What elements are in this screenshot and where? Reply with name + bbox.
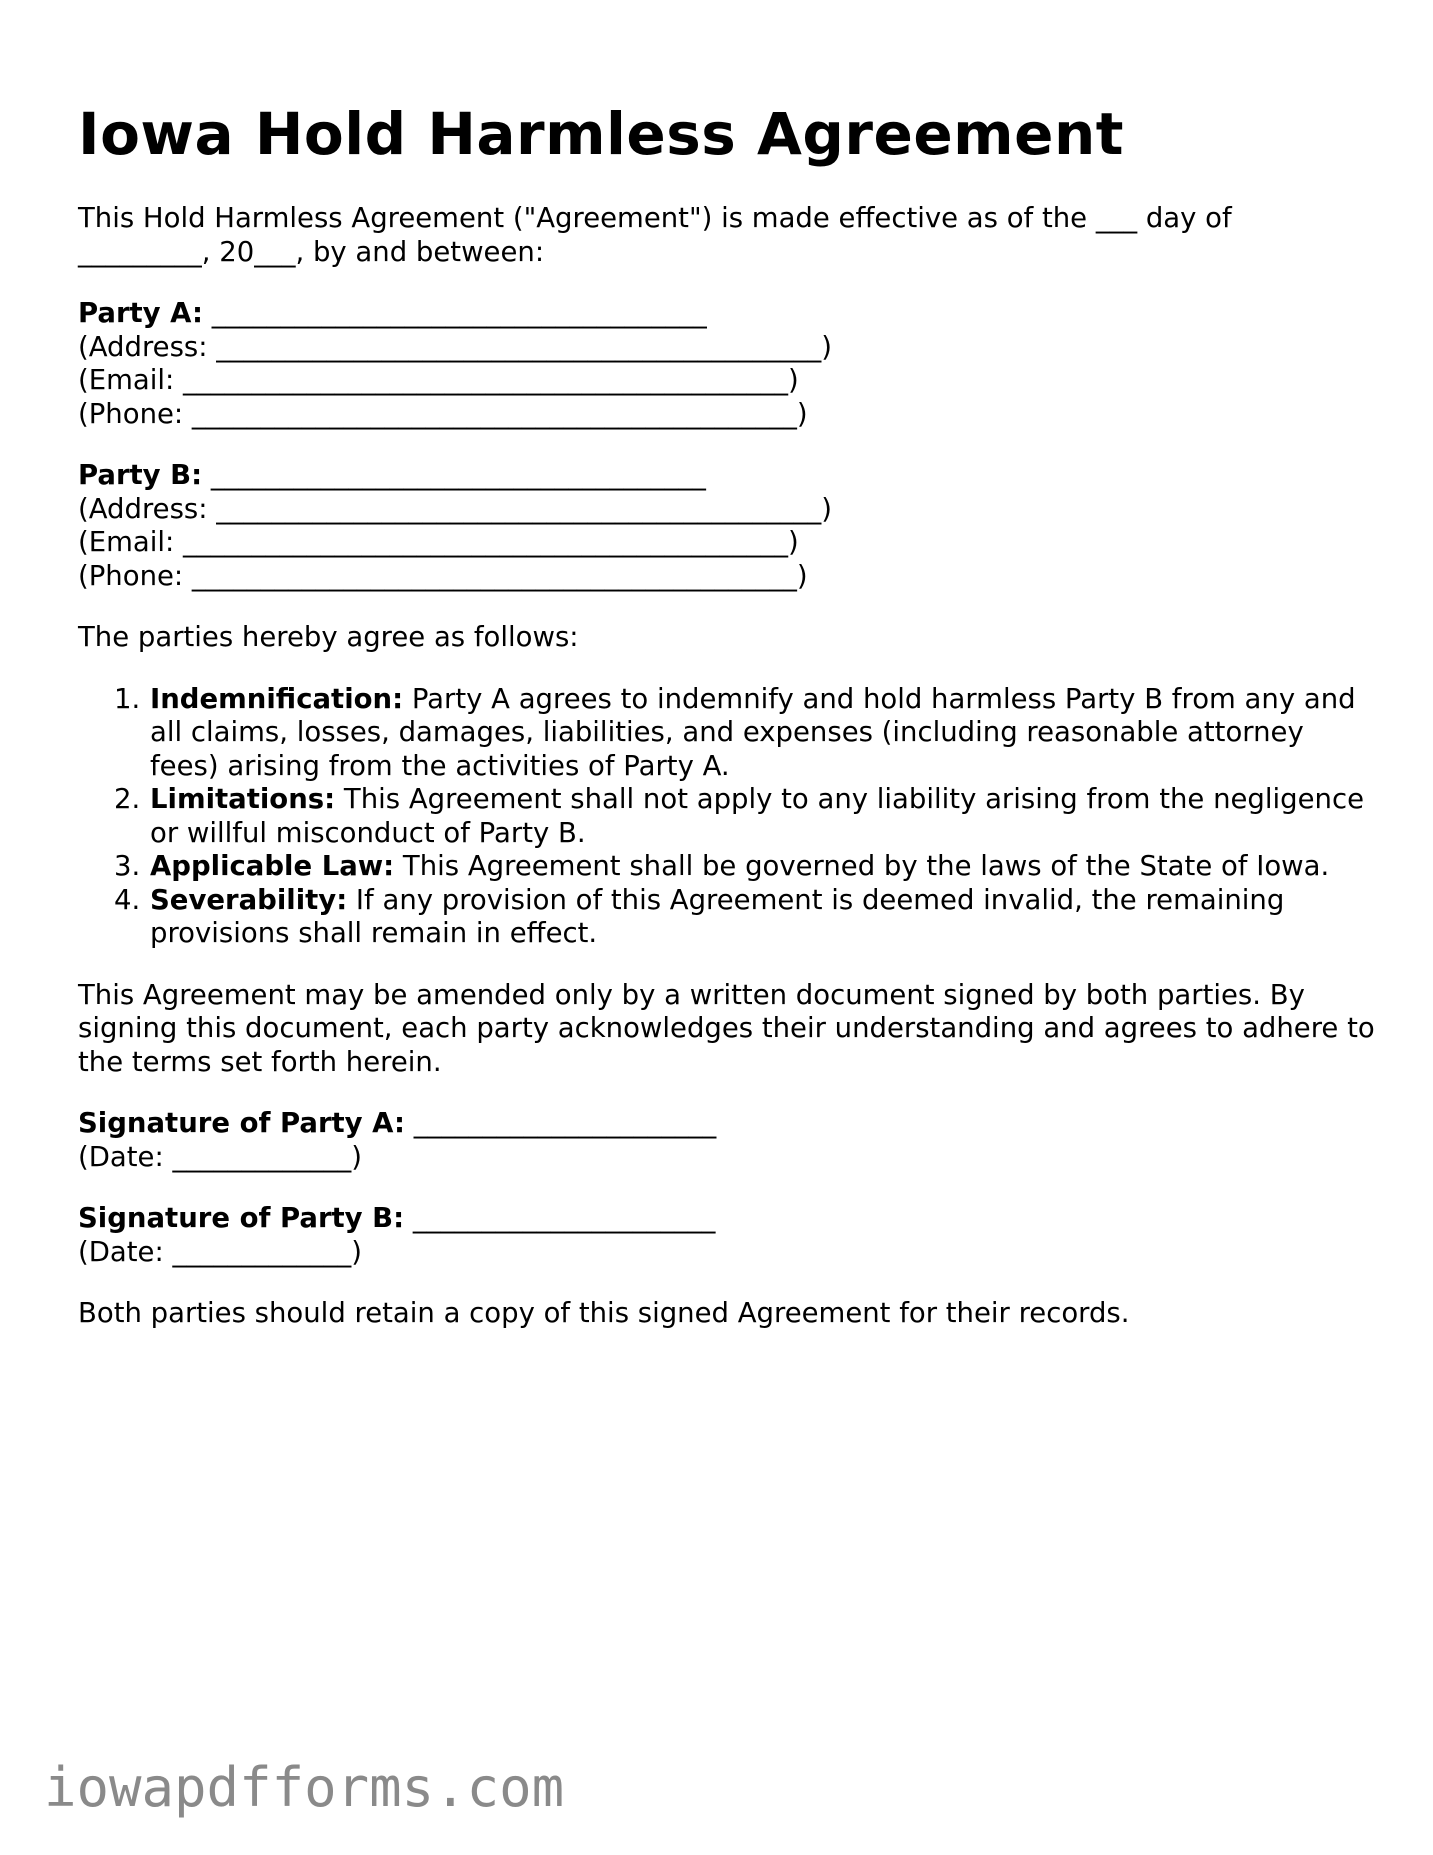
party-a-label: Party A: [78, 297, 203, 329]
term-text: If any provision of this Agreement is deemed invalid, the remaining provisions shall remain in effect. [150, 883, 1285, 949]
term-item [149, 783, 1378, 850]
terms-list [78, 683, 1378, 951]
term-item [149, 850, 1378, 884]
party-b-address-field[interactable]: (Address: ____________________________________________) [78, 492, 832, 525]
party-a-phone-field[interactable]: (Phone: ____________________________________________) [78, 397, 808, 430]
party-a-name-field[interactable]: ____________________________________ [202, 297, 707, 329]
party-a-email-field[interactable]: (Email: ____________________________________________) [78, 364, 799, 396]
watermark: iowapdfforms.com [44, 1756, 565, 1819]
term-heading: Severability: [150, 883, 348, 916]
signature-a-line [78, 1107, 1378, 1141]
term-text: Party A agrees to indemnify and hold harmless Party B from any and all claims, losses, damages, liabilities, and expenses (including reasonable attorney fees) arising from the activities of Party A. [150, 682, 1356, 782]
signature-a-label: Signature of Party A: [78, 1107, 405, 1139]
signature-b-date-field[interactable]: (Date: _____________) [78, 1235, 362, 1268]
closing-paragraph: This Agreement may be amended only by a written document signed by both parties. By signing this document, each party acknowledges their understanding and agrees to adhere to the terms set forth herein. [78, 978, 1375, 1078]
party-b-label: Party B: [78, 459, 203, 491]
signature-b-line [78, 1202, 1378, 1236]
intro-line-2: _________, 20___, by and between: [78, 235, 545, 268]
final-note: Both parties should retain a copy of this signed Agreement for their records. [78, 1297, 1130, 1329]
party-b-name-line [78, 459, 1378, 493]
term-heading: Applicable Law: [150, 850, 395, 882]
party-b-phone-field[interactable]: (Phone: ____________________________________________) [78, 559, 808, 592]
term-item [149, 884, 1378, 951]
document-title: Iowa Hold Harmless Agreement [78, 100, 1124, 168]
term-item [149, 683, 1378, 784]
signature-b-label: Signature of Party B: [78, 1202, 405, 1234]
document-page [78, 98, 1378, 1331]
party-b-email-field[interactable]: (Email: ____________________________________________) [78, 526, 799, 558]
party-a-name-line [78, 297, 1378, 331]
term-text: This Agreement shall not apply to any liability arising from the negligence or willful misconduct of Party B. [150, 783, 1365, 849]
signature-a-block [78, 1107, 1378, 1174]
term-heading: Indemnification: [150, 682, 404, 715]
party-a-block [78, 297, 1378, 431]
intro-line-1: This Hold Harmless Agreement ("Agreement") is made effective as of the ___ day of [78, 202, 1232, 234]
signature-a-field[interactable]: ______________________ [404, 1107, 717, 1139]
signature-a-date-field[interactable]: (Date: _____________) [78, 1140, 362, 1173]
agree-intro: The parties hereby agree as follows: [78, 621, 579, 653]
signature-b-field[interactable]: ______________________ [404, 1202, 716, 1234]
party-a-address-field[interactable]: (Address: ____________________________________________) [78, 330, 832, 363]
term-heading: Limitations: [150, 783, 336, 815]
term-text: This Agreement shall be governed by the laws of the State of Iowa. [394, 850, 1330, 882]
signature-b-block [78, 1202, 1378, 1269]
party-b-name-field[interactable]: ____________________________________ [202, 459, 706, 491]
intro-paragraph [78, 202, 1378, 269]
party-b-block [78, 459, 1378, 593]
